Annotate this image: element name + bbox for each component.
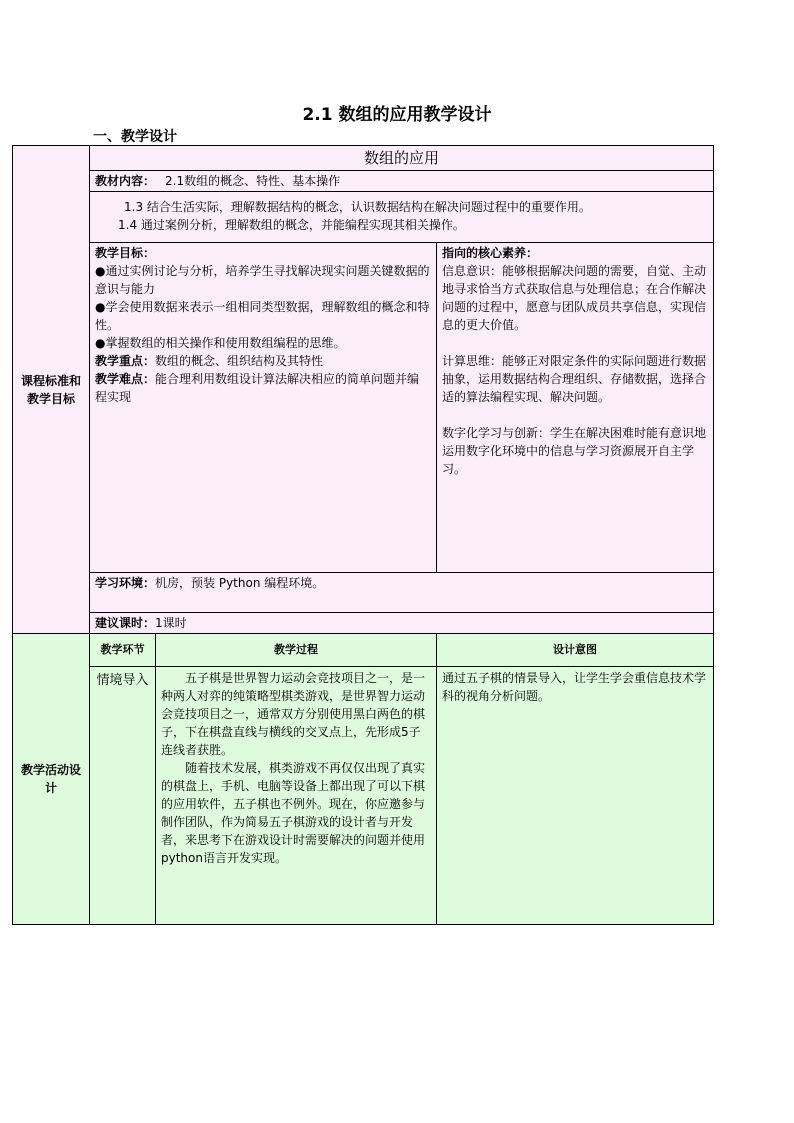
activity-stage: 情境导入 [90, 667, 156, 925]
literacy-cell [437, 243, 714, 573]
document-title: 2.1 数组的应用教学设计 [302, 105, 492, 125]
hours-label: 建议课时： [95, 616, 156, 630]
key-point [95, 352, 431, 370]
material-label: 教材内容： [95, 174, 156, 188]
row-label-standards: 课程标准和教学目标 [13, 146, 90, 634]
env-value: 机房，预装 Python 编程环境。 [155, 576, 325, 590]
literacy-label: 指向的核心素养： [442, 246, 539, 260]
difficulty [95, 370, 431, 406]
literacy-item: 计算思维：能够正对限定条件的实际问题进行数据抽象，运用数据结构合理组织、存储数据，选择合适的算法编程实现、解决问题。 [442, 354, 707, 404]
goals-cell [90, 243, 437, 573]
header-intent: 设计意图 [437, 634, 714, 667]
activity-process [156, 667, 437, 925]
key-point-value: 数组的概念、组织结构及其特性 [155, 354, 324, 368]
material-row [90, 171, 714, 192]
goal-item: ●学会使用数据来表示一组相同类型数据，理解数组的概念和特性。 [95, 300, 430, 332]
header-process: 教学过程 [156, 634, 437, 667]
lesson-design-table [12, 145, 714, 925]
hours-value: 1课时 [155, 616, 187, 630]
environment-row [90, 573, 714, 613]
topic-title: 数组的应用 [90, 146, 714, 171]
difficulty-value: 能合理利用数组设计算法解决相应的简单问题并编程实现 [95, 372, 420, 404]
header-stage: 教学环节 [90, 634, 156, 667]
hours-row [90, 613, 714, 634]
standard-item: 1.4 通过案例分析，理解数组的概念，并能编程实现其相关操作。 [118, 218, 465, 232]
difficulty-label: 教学难点： [95, 372, 156, 386]
activity-intent: 通过五子棋的情景导入，让学生学会重信息技术学科的视角分析问题。 [437, 667, 714, 925]
process-paragraph: 随着技术发展，棋类游戏不再仅仅出现了真实的棋盘上，手机、电脑等设备上都出现了可以下棋的应用软件，五子棋也不例外。现在，你应邀参与制作团队，作为简易五子棋游戏的设计者与开发者，来思考下在游戏设计时需要解决的问题并使用python语言开发实现。 [161, 761, 426, 865]
standard-item: 1.3 结合生活实际，理解数据结构的概念，认识数据结构在解决问题过程中的重要作用。 [124, 200, 591, 214]
key-point-label: 教学重点： [95, 354, 156, 368]
env-label: 学习环境： [95, 576, 156, 590]
material-value: 2.1数组的概念、特性、基本操作 [165, 174, 341, 188]
process-paragraph: 五子棋是世界智力运动会竞技项目之一，是一种两人对弈的纯策略型棋类游戏，是世界智力运动会竞技项目之一，通常双方分别使用黑白两色的棋子，下在棋盘直线与横线的交叉点上，先形成5子连线者获胜。 [161, 671, 426, 757]
row-label-activities: 教学活动设计 [13, 634, 90, 925]
section-heading: 一、教学设计 [93, 129, 177, 145]
goal-item: ●掌握数组的相关操作和使用数组编程的思维。 [95, 336, 346, 350]
literacy-item: 信息意识：能够根据解决问题的需要，自觉、主动地寻求恰当方式获取信息与处理信息；在合作解决问题的过程中，愿意与团队成员共享信息，实现信息的更大价值。 [442, 264, 707, 332]
goals-label: 教学目标： [95, 246, 156, 260]
standards-cell [90, 192, 714, 243]
literacy-item: 数字化学习与创新：学生在解决困难时能有意识地运用数字化环境中的信息与学习资源展开自主学习。 [442, 426, 707, 476]
goal-item: ●通过实例讨论与分析，培养学生寻找解决现实问题关键数据的意识与能力 [95, 264, 430, 296]
